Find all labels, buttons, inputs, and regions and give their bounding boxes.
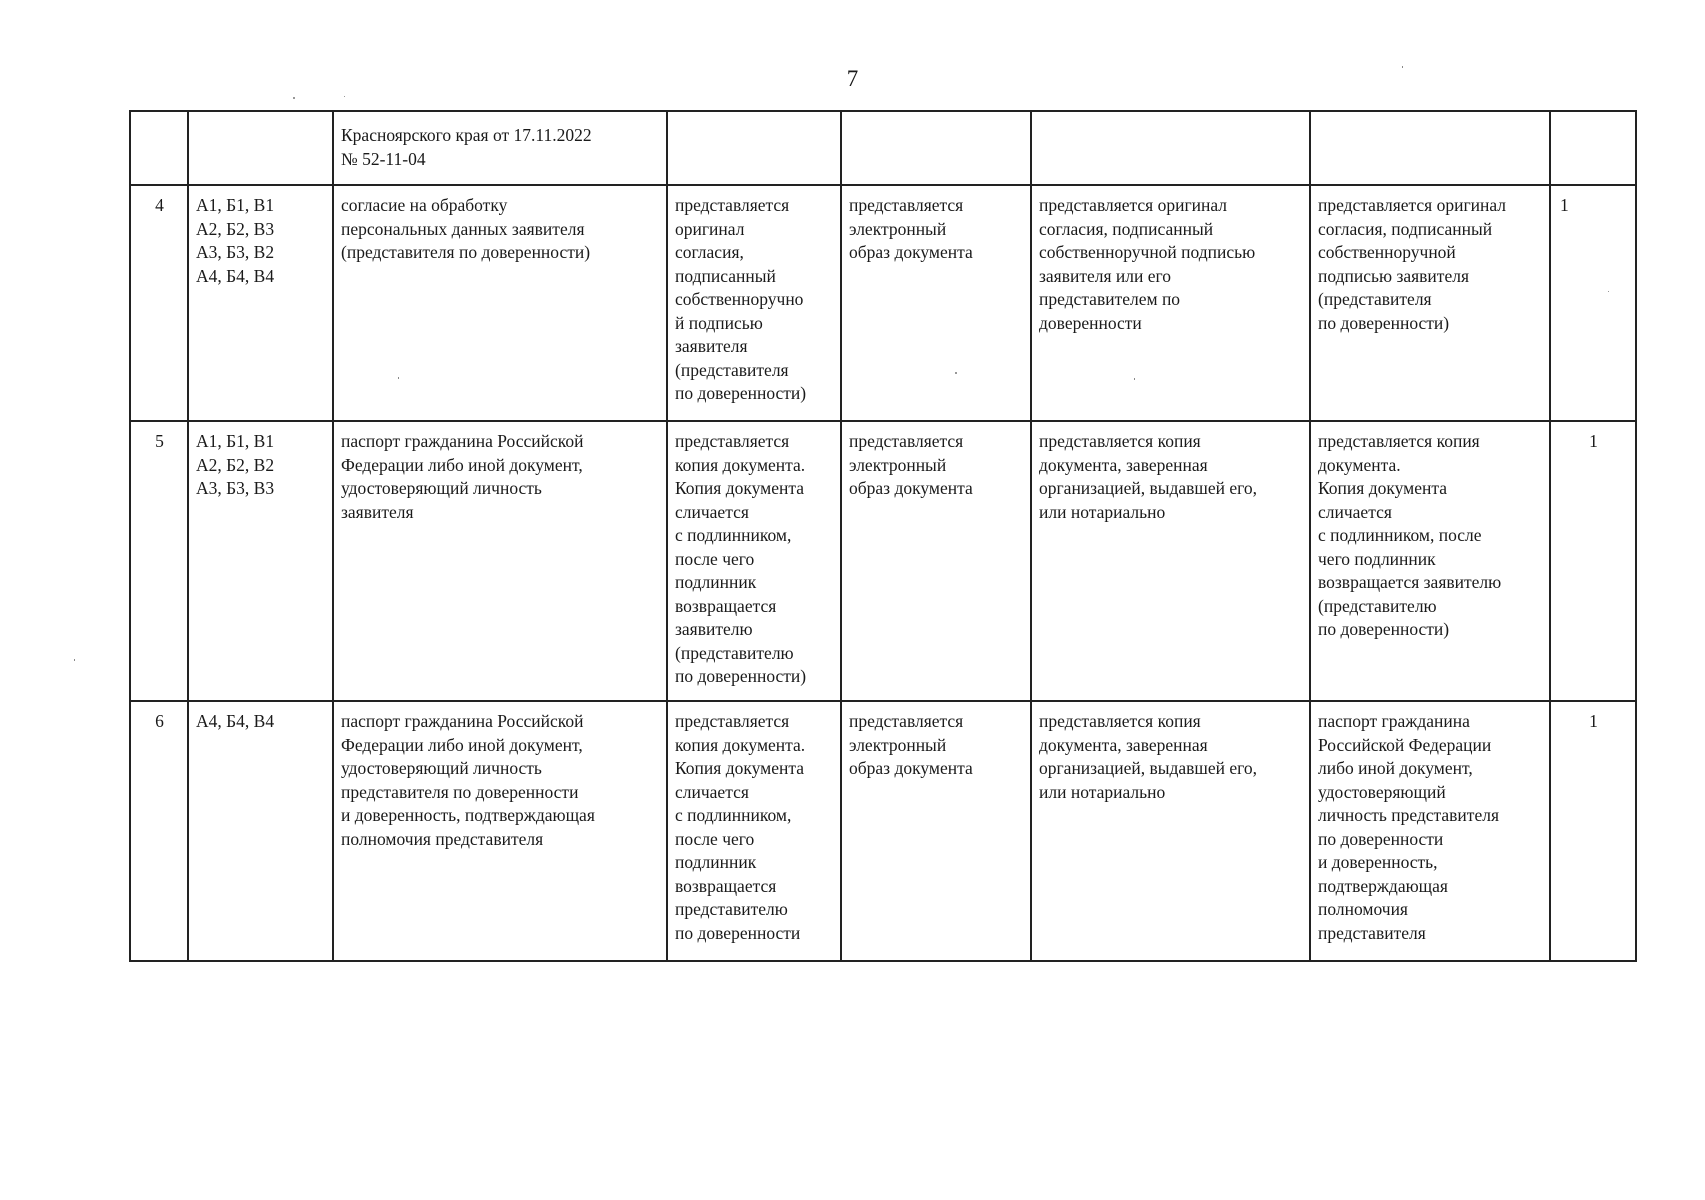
submission-in-person: представляется копия документа. Копия документа сличается с подлинником, после чего подлинник возвращается представителю по доверенности — [667, 701, 841, 961]
submission-by-mail: представляется оригинал согласия, подписанный собственноручной подписью заявителя или его представителем по доверенности — [1031, 185, 1310, 421]
scan-speck — [1402, 66, 1403, 68]
scan-speck — [955, 372, 957, 374]
scan-speck — [74, 659, 75, 661]
submission-in-person — [667, 111, 841, 185]
document-name: паспорт гражданина Российской Федерации либо иной документ, удостоверяющий личность заявителя — [333, 421, 667, 701]
scan-speck — [293, 97, 295, 99]
documents-table — [129, 110, 1637, 962]
document-quantity: 1 — [1550, 701, 1636, 961]
submission-via-mfc — [1310, 111, 1550, 185]
scan-speck — [1608, 291, 1609, 292]
applicant-codes: А1, Б1, В1 А2, Б2, В2 А3, Б3, В3 — [188, 421, 333, 701]
submission-by-mail: представляется копия документа, заверенная организацией, выдавшей его, или нотариально — [1031, 701, 1310, 961]
submission-via-mfc: представляется копия документа. Копия документа сличается с подлинником, после чего подлинник возвращается заявителю (представителю по доверенности) — [1310, 421, 1550, 701]
document-quantity — [1550, 111, 1636, 185]
document-quantity: 1 — [1550, 185, 1636, 421]
submission-via-mfc: представляется оригинал согласия, подписанный собственноручной подписью заявителя (представителя по доверенности) — [1310, 185, 1550, 421]
scan-speck — [344, 96, 345, 97]
submission-by-mail: представляется копия документа, заверенная организацией, выдавшей его, или нотариально — [1031, 421, 1310, 701]
scan-speck — [1134, 378, 1135, 380]
applicant-codes — [188, 111, 333, 185]
page-number: 7 — [846, 66, 859, 91]
submission-by-mail — [1031, 111, 1310, 185]
submission-in-person: представляется оригинал согласия, подписанный собственноручно й подписью заявителя (представителя по доверенности) — [667, 185, 841, 421]
document-name: Красноярского края от 17.11.2022 № 52-11-04 — [333, 111, 667, 185]
submission-in-person: представляется копия документа. Копия документа сличается с подлинником, после чего подлинник возвращается заявителю (представителю по доверенности) — [667, 421, 841, 701]
table-row — [130, 111, 1636, 185]
submission-electronic: представляется электронный образ документа — [841, 185, 1031, 421]
scan-speck — [398, 377, 399, 379]
applicant-codes: А1, Б1, В1 А2, Б2, В3 А3, Б3, В2 А4, Б4, В4 — [188, 185, 333, 421]
table-row — [130, 185, 1636, 421]
row-number: 4 — [130, 185, 188, 421]
submission-via-mfc: паспорт гражданина Российской Федерации либо иной документ, удостоверяющий личность представителя по доверенности и доверенность, подтверждающая полномочия представителя — [1310, 701, 1550, 961]
table-row — [130, 421, 1636, 701]
document-name: согласие на обработку персональных данных заявителя (представителя по доверенности) — [333, 185, 667, 421]
submission-electronic: представляется электронный образ документа — [841, 701, 1031, 961]
submission-electronic: представляется электронный образ документа — [841, 421, 1031, 701]
row-number: 5 — [130, 421, 188, 701]
table-row — [130, 701, 1636, 961]
row-number: 6 — [130, 701, 188, 961]
applicant-codes: А4, Б4, В4 — [188, 701, 333, 961]
document-quantity: 1 — [1550, 421, 1636, 701]
row-number — [130, 111, 188, 185]
document-name: паспорт гражданина Российской Федерации либо иной документ, удостоверяющий личность представителя по доверенности и доверенность, подтверждающая полномочия представителя — [333, 701, 667, 961]
submission-electronic — [841, 111, 1031, 185]
